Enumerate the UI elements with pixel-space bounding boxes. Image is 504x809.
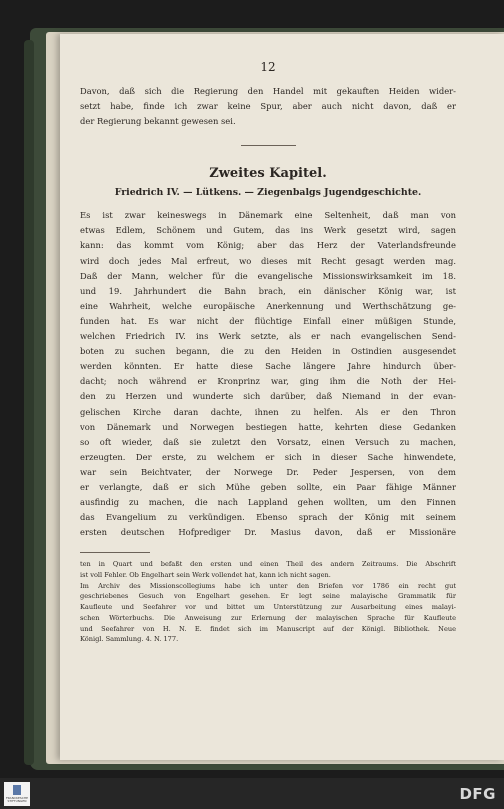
chapter-subtitle: Friedrich IV. — Lütkens. — Ziegenbalgs Jugendgeschichte. <box>114 187 422 199</box>
body-line: von Dänemark und Norwegen bestiegen hatte, kehrten diese Gedanken <box>80 421 456 432</box>
body-paragraph <box>80 208 456 540</box>
book-cover-edge <box>24 40 34 765</box>
body-line: dacht; noch während er Kronprinz war, ging ihm die Noth der Hei- <box>80 376 456 387</box>
body-line: erzeugten. Der erste, zu welchem er sich in dieser Sache hinwendete, <box>80 451 456 462</box>
body-line: welchen Friedrich IV. ins Werk setzte, als er nach evangelischen Send- <box>80 331 456 342</box>
footnote-line: Kaufleute und Seefahrer vor und bittet um Unterstützung zur Ausarbeitung eines malayi- <box>80 603 456 612</box>
footnote-line: geschriebenes Gesuch von Engelhart gesehen. Er legt seine malayische Grammatik für <box>80 592 456 601</box>
body-line: Es ist zwar keineswegs in Dänemark eine Seltenheit, daß man von <box>80 210 456 221</box>
body-line: werden könnten. Er hatte diese Sache längere Jahre hindurch über- <box>80 361 456 372</box>
footnote-line: Königl. Sammlung. 4. N. 177. <box>80 635 179 644</box>
institution-logo[interactable] <box>4 782 30 806</box>
footnote-line: und Seefahrer von H. N. E. findet sich im Manuscript auf der Königl. Bibliothek. Neue <box>80 624 456 633</box>
body-line: funden hat. Es war nicht der flüchtige Einfall einer müßigen Stunde, <box>80 315 456 326</box>
body-line: gelischen Kirche daran dachte, ihnen zu helfen. Als er den Thron <box>80 406 456 417</box>
intro-line: setzt habe, finde ich zwar keine Spur, aber auch nicht davon, daß er <box>80 101 456 112</box>
chapter-title: Zweites Kapitel. <box>209 166 327 182</box>
body-line: den zu Herzen und wunderte sich darüber, daß Niemand in der evan- <box>80 391 456 402</box>
body-line: kann: das kommt vom König; aber das Herz der Vaterlandsfreunde <box>80 240 456 251</box>
body-line: das Evangelium zu verkündigen. Ebenso sprach der König mit seinem <box>80 512 456 523</box>
body-line: so oft wieder, daß sie zuletzt den Vorsatz, einen Versuch zu machen, <box>80 436 456 447</box>
footnote-divider <box>80 552 150 553</box>
footnote <box>80 559 456 645</box>
body-line: boten zu suchen begann, die zu den Heiden in Ostindien ausgesendet <box>80 346 456 357</box>
page-content <box>80 60 456 645</box>
body-line: und 19. Jahrhundert die Bahn brach, ein dänischer König war, ist <box>80 285 456 296</box>
page-number: 12 <box>260 60 276 74</box>
body-line: Daß der Mann, welcher für die evangelische Missionswirksamkeit im 18. <box>80 270 456 281</box>
intro-paragraph <box>80 84 456 129</box>
body-line: ausfindig zu machen, die nach Lappland gehen wollten, um den Finnen <box>80 497 456 508</box>
body-line: eine Wahrheit, welche europäische Anerkennung und Werthschätzung ge- <box>80 300 456 311</box>
body-line: er verlangte, daß er sich Mühe geben sollte, ein Paar fähige Männer <box>80 481 456 492</box>
intro-line: der Regierung bekannt gewesen sei. <box>80 116 236 127</box>
body-line: wird doch jedes Mal erfreut, wo dieses mit Recht gesagt werden mag. <box>80 255 456 266</box>
section-divider <box>241 145 296 146</box>
footnote-line: ist voll Fehler. Ob Engelhart sein Werk vollendet hat, kann ich nicht sagen. <box>80 571 331 580</box>
footnote-line: ten in Quart und befaßt den ersten und einen Theil des andern Zeitraums. Die Abschrift <box>80 560 456 569</box>
intro-line: Davon, daß sich die Regierung den Handel mit gekauften Heiden wider- <box>80 86 456 96</box>
logo-mark-icon <box>13 785 21 795</box>
dfg-brand: DFG <box>459 785 496 803</box>
body-line: ersten deutschen Hofprediger Dr. Masius davon, daß er Missionäre <box>80 527 456 538</box>
body-line: war sein Beichtvater, der Norwege Dr. Peder Jespersen, von dem <box>80 466 456 477</box>
footnote-line: Im Archiv des Missionscollegiums habe ich unter den Briefen vor 1786 ein recht gut <box>80 581 456 590</box>
viewer-footer <box>0 778 504 809</box>
body-line: etwas Edlem, Schönem und Gutem, das ins Werk gesetzt wird, sagen <box>80 225 456 236</box>
logo-text: FRANCKESCHE STIFTUNGEN <box>5 796 29 804</box>
footnote-line: schen Wörterbuchs. Die Anweisung zur Erlernung der malayischen Sprache für Kaufleute <box>80 613 456 622</box>
